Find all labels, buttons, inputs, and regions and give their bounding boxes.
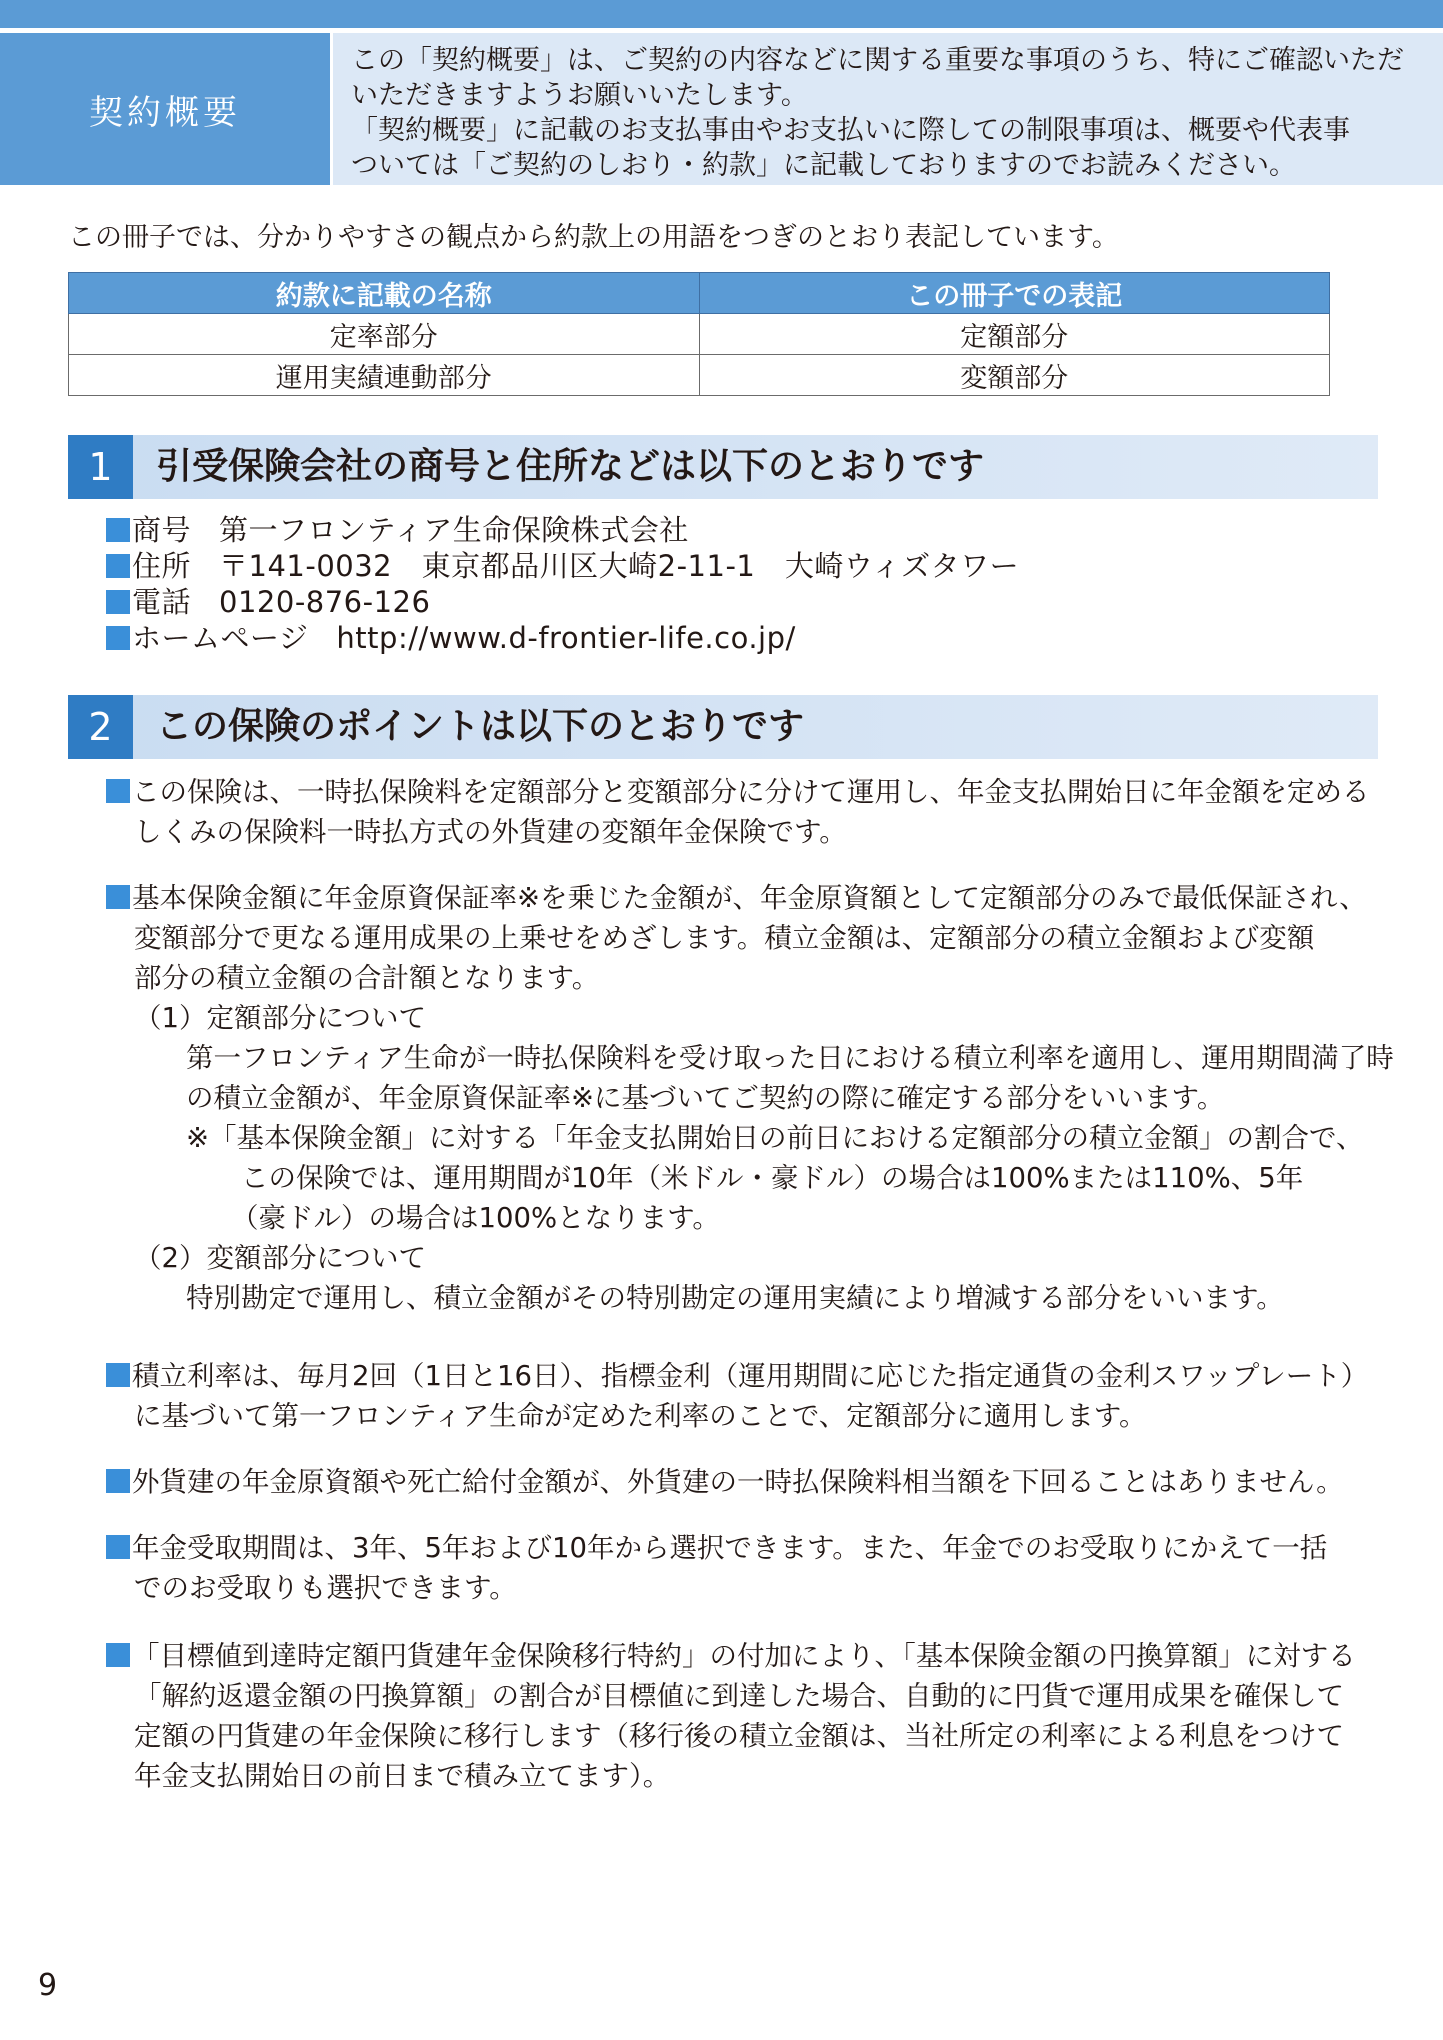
para-line: でのお受取りも選択できます。 [134,1572,517,1604]
para-text: 基本保険金額に年金原資保証率※を乗じた金額が、年金原資額として定額部分のみで最低保証され、 [132,882,1367,914]
table-cell: 運用実績連動部分 [69,355,700,396]
note-line: いただきますようお願いいたします。 [351,80,808,111]
top-accent-bar [0,0,1443,28]
website-link[interactable]: http://www.d-frontier-life.co.jp/ [336,621,796,655]
para-text: 積立利率は、毎月2回（1日と16日）、指標金利（運用期間に応じた指定通貨の金利スワップレート） [132,1360,1369,1392]
bullet-square-icon [106,1535,130,1559]
para-line: 特別勘定で運用し、積立金額がその特別勘定の運用実績により増減する部分をいいます。 [186,1282,1284,1314]
info-value: 〒141-0032 東京都品川区大崎2-11-1 大崎ウィズタワー [219,549,1020,583]
info-label: ホームページ [132,621,309,655]
section-tag: 契約概要 [0,33,330,185]
table-header-row [69,273,1330,314]
bullet-square-icon [106,626,130,650]
point-paragraph [106,1356,1368,1436]
intro-text: この冊子では、分かりやすさの観点から約款上の用語をつぎのとおり表記しています。 [68,222,1119,253]
info-value: 0120-876-126 [219,585,431,619]
para-line: 部分の積立金額の合計額となります。 [134,962,600,994]
para-line: に基づいて第一フロンティア生命が定めた利率のことで、定額部分に適用します。 [134,1400,1147,1432]
para-line [106,1462,1344,1502]
table-row [69,314,1330,355]
point-paragraph [106,1528,1327,1608]
point-paragraph [106,1636,1356,1796]
company-row [106,512,1019,548]
info-label: 商号 [132,513,192,547]
note-line: この「契約概要」は、ご契約の内容などに関する重要な事項のうち、特にご確認いただ [351,45,1404,76]
section-2-heading [68,695,1378,759]
note-line: 「契約概要」に記載のお支払事由やお支払いに際しての制限事項は、概要や代表事 [351,115,1350,146]
bullet-square-icon [106,518,130,542]
company-row [106,584,1019,620]
point-paragraph [106,772,1370,852]
section-1-heading [68,435,1378,499]
table-header: この冊子での表記 [699,273,1330,314]
section-title: この保険のポイントは以下のとおりです [156,706,805,747]
company-row [106,620,1019,656]
bullet-square-icon [106,885,130,909]
para-line: しくみの保険料一時払方式の外貨建の変額年金保険です。 [134,816,847,848]
section-number: 2 [68,695,133,759]
bullet-square-icon [106,1363,130,1387]
para-line [106,772,1370,812]
bullet-square-icon [106,554,130,578]
terms-table [68,272,1330,396]
page-number: 9 [38,1968,58,2003]
para-line [106,878,1394,918]
note-line: （豪ドル）の場合は100%となります。 [231,1202,720,1234]
para-line [106,1636,1356,1676]
info-value: 第一フロンティア生命保険株式会社 [219,513,689,547]
sub-heading: （2）変額部分について [134,1242,426,1274]
para-line: 定額の円貨建の年金保険に移行します（移行後の積立金額は、当社所定の利率による利息をつけて [134,1720,1344,1752]
para-text: 外貨建の年金原資額や死亡給付金額が、外貨建の一時払保険料相当額を下回ることはありません。 [132,1466,1344,1498]
para-line: 年金支払開始日の前日まで積み立てます）。 [134,1760,671,1792]
point-paragraph [106,1462,1344,1502]
company-row [106,548,1019,584]
point-paragraph [106,878,1394,1318]
note-line: ついては「ご契約のしおり・約款」に記載しておりますのでお読みください。 [351,150,1296,181]
section-title: 引受保険会社の商号と住所などは以下のとおりです [156,446,985,487]
info-label: 住所 [132,549,192,583]
table-cell: 定額部分 [699,314,1330,355]
table-cell: 定率部分 [69,314,700,355]
para-line: の積立金額が、年金原資保証率※に基づいてご契約の際に確定する部分をいいます。 [186,1082,1225,1114]
company-info [106,512,1019,656]
para-text: 「目標値到達時定額円貨建年金保険移行特約」の付加により、「基本保険金額の円換算額」に対する [132,1640,1356,1672]
note-line: この保険では、運用期間が10年（米ドル・豪ドル）の場合は100%または110%、5年 [241,1162,1304,1194]
header-note [333,33,1443,185]
para-line [106,1356,1368,1396]
table-header: 約款に記載の名称 [69,273,700,314]
bullet-square-icon [106,1643,130,1667]
bullet-square-icon [106,779,130,803]
bullet-square-icon [106,1469,130,1493]
para-line [106,1528,1327,1568]
para-line: 「解約返還金額の円換算額」の割合が目標値に到達した場合、自動的に円貨で運用成果を確保して [134,1680,1344,1712]
sub-heading: （1）定額部分について [134,1002,426,1034]
bullet-square-icon [106,590,130,614]
note-line: ※「基本保険金額」に対する「年金支払開始日の前日における定額部分の積立金額」の割合で、 [186,1122,1364,1154]
info-label: 電話 [132,585,192,619]
section-number: 1 [68,435,133,499]
para-text: この保険は、一時払保険料を定額部分と変額部分に分けて運用し、年金支払開始日に年金額を定める [132,776,1370,808]
para-line: 変額部分で更なる運用成果の上乗せをめざします。積立金額は、定額部分の積立金額および変額 [134,922,1315,954]
para-text: 年金受取期間は、3年、5年および10年から選択できます。また、年金でのお受取りにかえて一括 [132,1532,1328,1564]
table-row [69,355,1330,396]
para-line: 第一フロンティア生命が一時払保険料を受け取った日における積立利率を適用し、運用期間満了時 [186,1042,1394,1074]
table-cell: 変額部分 [699,355,1330,396]
